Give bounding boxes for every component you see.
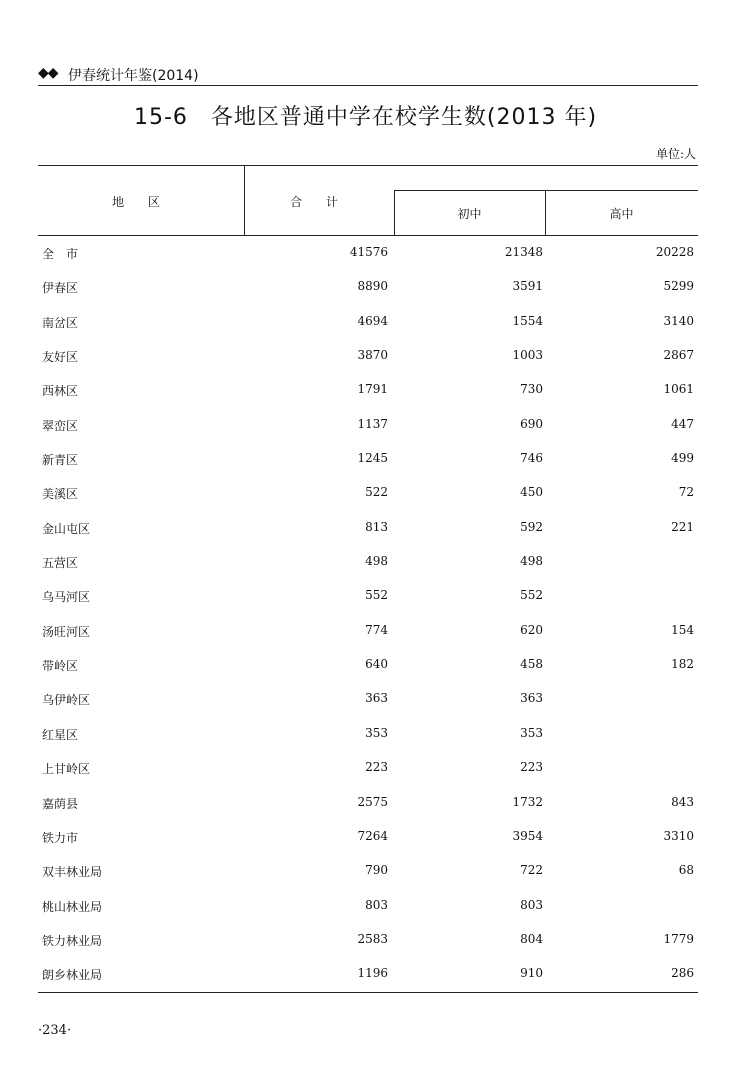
total-cell: 1196 <box>357 966 388 981</box>
header-region: 地 区 <box>112 195 170 209</box>
total-cell: 1791 <box>357 382 388 397</box>
junior-cell: 552 <box>520 588 543 603</box>
total-cell: 774 <box>365 622 388 637</box>
table-row <box>38 854 698 888</box>
table-body <box>38 236 698 992</box>
region-cell: 桃山林业局 <box>42 899 103 914</box>
junior-cell: 730 <box>520 382 543 397</box>
total-cell: 2575 <box>357 794 388 809</box>
region-cell: 五营区 <box>42 556 79 571</box>
junior-cell: 803 <box>520 897 543 912</box>
region-cell: 乌伊岭区 <box>42 693 91 708</box>
junior-cell: 498 <box>520 554 543 569</box>
region-cell: 友好区 <box>42 350 79 365</box>
senior-cell: 499 <box>671 451 694 466</box>
total-cell: 3870 <box>357 348 388 363</box>
junior-cell: 3954 <box>512 828 543 843</box>
region-cell: 红星区 <box>42 727 79 742</box>
region-cell: 乌马河区 <box>42 590 91 605</box>
total-cell: 2583 <box>357 931 388 946</box>
senior-cell: 1061 <box>663 382 694 397</box>
table-row <box>38 408 698 442</box>
senior-cell: 68 <box>678 863 694 878</box>
region-cell: 伊春区 <box>42 281 79 296</box>
region-cell: 南岔区 <box>42 315 79 330</box>
diamond-marker-icon: ◆◆ <box>38 65 58 81</box>
region-cell: 朗乡林业局 <box>42 968 103 983</box>
table-row <box>38 442 698 476</box>
region-cell: 全 市 <box>42 247 79 261</box>
table-row <box>38 717 698 751</box>
junior-cell: 223 <box>520 760 543 775</box>
total-cell: 522 <box>365 485 388 500</box>
junior-cell: 620 <box>520 622 543 637</box>
senior-cell: 2867 <box>663 348 694 363</box>
page-title: 15-6 各地区普通中学在校学生数(2013 年) <box>133 105 598 130</box>
table-row <box>38 923 698 957</box>
table-row <box>38 786 698 820</box>
region-cell: 金山屯区 <box>42 521 91 536</box>
header-total: 合 计 <box>290 195 348 209</box>
table-row <box>38 545 698 579</box>
total-cell: 41576 <box>349 245 388 259</box>
table-row <box>38 373 698 407</box>
table-row <box>38 751 698 785</box>
senior-cell: 843 <box>671 794 694 809</box>
total-cell: 8890 <box>357 279 388 294</box>
region-cell: 新青区 <box>42 453 79 468</box>
junior-cell: 722 <box>520 863 543 878</box>
junior-cell: 1003 <box>512 348 543 363</box>
region-cell: 美溪区 <box>42 487 79 502</box>
book-title: 伊春统计年鉴(2014) <box>68 68 199 84</box>
header-junior: 初中 <box>457 207 482 221</box>
table-row <box>38 305 698 339</box>
senior-cell: 20228 <box>655 245 694 259</box>
table-row <box>38 476 698 510</box>
region-cell: 带岭区 <box>42 659 79 674</box>
header-rule <box>38 85 698 86</box>
senior-cell: 5299 <box>663 279 694 294</box>
junior-cell: 746 <box>520 451 543 466</box>
header-senior: 高中 <box>609 207 634 221</box>
senior-cell: 1779 <box>663 931 694 946</box>
total-cell: 803 <box>365 897 388 912</box>
junior-cell: 3591 <box>512 279 543 294</box>
unit-label: 单位:人 <box>655 147 696 161</box>
total-cell: 790 <box>365 863 388 878</box>
junior-cell: 910 <box>520 966 543 981</box>
table-row <box>38 339 698 373</box>
region-cell: 铁力市 <box>42 830 79 845</box>
table-row <box>38 614 698 648</box>
total-cell: 353 <box>365 725 388 740</box>
senior-cell: 154 <box>671 622 694 637</box>
region-cell: 铁力林业局 <box>42 933 103 948</box>
region-cell: 上甘岭区 <box>42 762 91 777</box>
table-header <box>38 165 698 236</box>
junior-cell: 804 <box>520 931 543 946</box>
senior-cell: 72 <box>678 485 694 500</box>
region-cell: 双丰林业局 <box>42 865 103 880</box>
total-cell: 223 <box>365 760 388 775</box>
junior-cell: 690 <box>520 416 543 431</box>
senior-cell: 286 <box>671 966 694 981</box>
total-cell: 7264 <box>357 828 388 843</box>
junior-cell: 450 <box>520 485 543 500</box>
total-cell: 363 <box>365 691 388 706</box>
table-row <box>38 957 698 991</box>
region-cell: 西林区 <box>42 384 79 399</box>
region-cell: 翠峦区 <box>42 418 79 433</box>
table-row <box>38 682 698 716</box>
table-row <box>38 820 698 854</box>
table-row <box>38 648 698 682</box>
junior-cell: 1554 <box>512 313 543 328</box>
junior-cell: 1732 <box>512 794 543 809</box>
total-cell: 498 <box>365 554 388 569</box>
table-row <box>38 889 698 923</box>
senior-cell: 182 <box>671 657 694 672</box>
total-cell: 640 <box>365 657 388 672</box>
senior-cell: 447 <box>671 416 694 431</box>
junior-cell: 363 <box>520 691 543 706</box>
table-row <box>38 511 698 545</box>
table-bottom-rule <box>38 992 698 993</box>
region-cell: 汤旺河区 <box>42 624 91 639</box>
header-divider <box>394 190 698 191</box>
table-row <box>38 270 698 304</box>
total-cell: 813 <box>365 519 388 534</box>
region-cell: 嘉荫县 <box>42 796 79 811</box>
total-cell: 1137 <box>357 416 388 431</box>
senior-cell: 221 <box>671 519 694 534</box>
table-row <box>38 236 698 270</box>
total-cell: 4694 <box>357 313 388 328</box>
page-number: ·234· <box>38 1023 72 1038</box>
junior-cell: 353 <box>520 725 543 740</box>
junior-cell: 21348 <box>504 245 543 259</box>
junior-cell: 458 <box>520 657 543 672</box>
junior-cell: 592 <box>520 519 543 534</box>
total-cell: 552 <box>365 588 388 603</box>
table-row <box>38 579 698 613</box>
total-cell: 1245 <box>357 451 388 466</box>
senior-cell: 3140 <box>663 313 694 328</box>
running-head <box>38 64 698 86</box>
senior-cell: 3310 <box>663 828 694 843</box>
statistics-table <box>38 165 698 993</box>
